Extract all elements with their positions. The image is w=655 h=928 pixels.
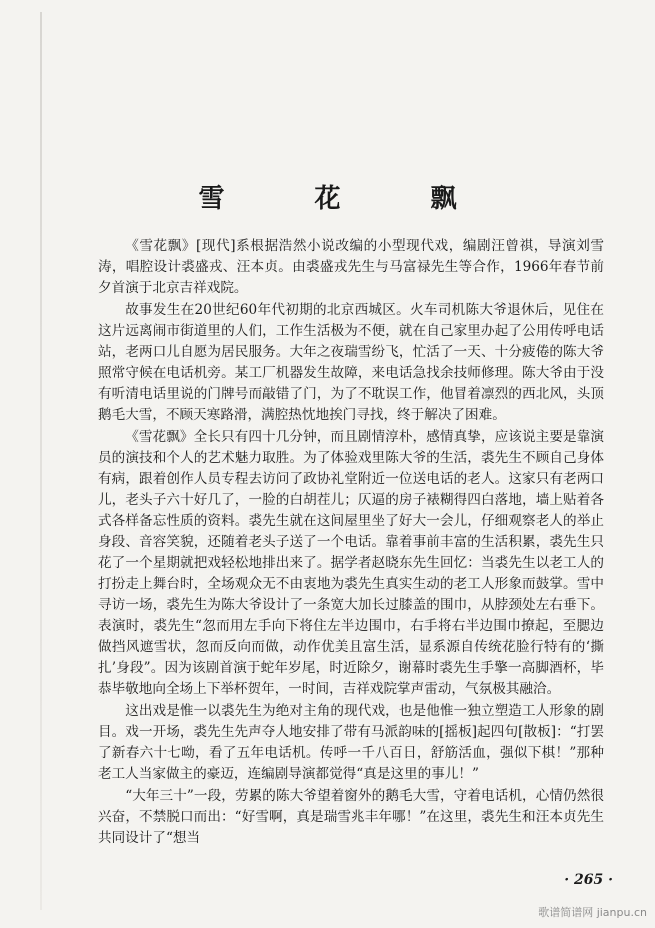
paragraph: 《雪花飘》[现代]系根据浩然小说改编的小型现代戏，编剧汪曾祺，导演刘雪涛，唱腔设计裘盛戎、汪本贞。由裘盛戎先生与马富禄先生等合作，1966年春节前夕首演于北京吉祥戏院。 [98,238,604,296]
page-number: · 265 · [564,872,613,888]
binding-shadow [40,12,42,910]
site-watermark: 歌谱简谱网 jianpu.cn [538,906,647,919]
paragraph: 《雪花飘》全长只有四十几分钟，而且剧情淳朴，感情真挚，应该说主要是靠演员的演技和个人的艺术魅力取胜。为了体验戏里陈大爷的生活，裘先生不顾自己身体有病，跟着创作人员专程去访问了政协礼堂附近一位送电话的老人。这家只有老两口儿，老头子六十好几了，一脸的白胡茬儿；仄逼的房子裱糊得四白落地，墙上贴着各式各样备忘性质的资料。裘先生就在这间屋里坐了好大一会儿，仔细观察老人的举止身段、音容笑貌，还随着老头子送了一个电话。靠着事前丰富的生活积累，裘先生只花了一个星期就把戏轻松地排出来了。据学者赵晓东先生回忆：当裘先生以老工人的打扮走上舞台时，全场观众无不由衷地为裘先生真实生动的老工人形象而鼓掌。雪中寻访一场，裘先生为陈大爷设计了一条宽大加长过膝盖的围巾，从脖颈处左右垂下。表演时，裘先生“忽而用左手向下将住左半边围巾，右手将右半边围巾撩起，至腮边做挡风遮雪状，忽而反向而做，动作优美且富生活，显系源自传统花脸行特有的‘撕扎’身段”。因为该剧首演于蛇年岁尾，时近除夕，谢幕时裘先生手擎一高脚酒杯，毕恭毕敬地向全场上下举杯贺年，一时间，吉祥戏院掌声雷动，气氛极其融洽。 [98,429,604,697]
page-title: 雪 花 飘 [198,184,489,214]
article-body [98,236,604,849]
paragraph: “大年三十”一段，劳累的陈大爷望着窗外的鹅毛大雪，守着电话机，心情仍然很兴奋，不禁脱口而出：“好雪啊，真是瑞雪兆丰年哪！”在这里，裘先生和汪本贞先生共同设计了“想当 [98,788,604,846]
paragraph: 故事发生在20世纪60年代初期的北京西城区。火车司机陈大爷退休后，见住在这片远离闹市街道里的人们，工作生活极为不便，就在自己家里办起了公用传呼电话站，老两口儿自愿为居民服务。大年之夜瑞雪纷飞，忙活了一天、十分疲倦的陈大爷照常守候在电话机旁。某工厂机器发生故障，来电话急找余技师修理。陈大爷由于没有听清电话里说的门牌号而敲错了门，为了不耽误工作，他冒着凛烈的西北风，头顶鹅毛大雪，不顾天寒路滑，满腔热忱地挨门寻找，终于解决了困难。 [98,302,604,423]
paragraph: 这出戏是惟一以裘先生为绝对主角的现代戏，也是他惟一独立塑造工人形象的剧目。戏一开场，裘先生先声夺人地安排了带有马派韵味的[摇板]起四句[散板]：“打罢了新春六十七呦，看了五年电话机。传呼一千八百日，舒筋活血，强似下棋！”那种老工人当家做主的豪迈，连编剧导演都觉得“真是这里的事儿！” [98,703,604,782]
